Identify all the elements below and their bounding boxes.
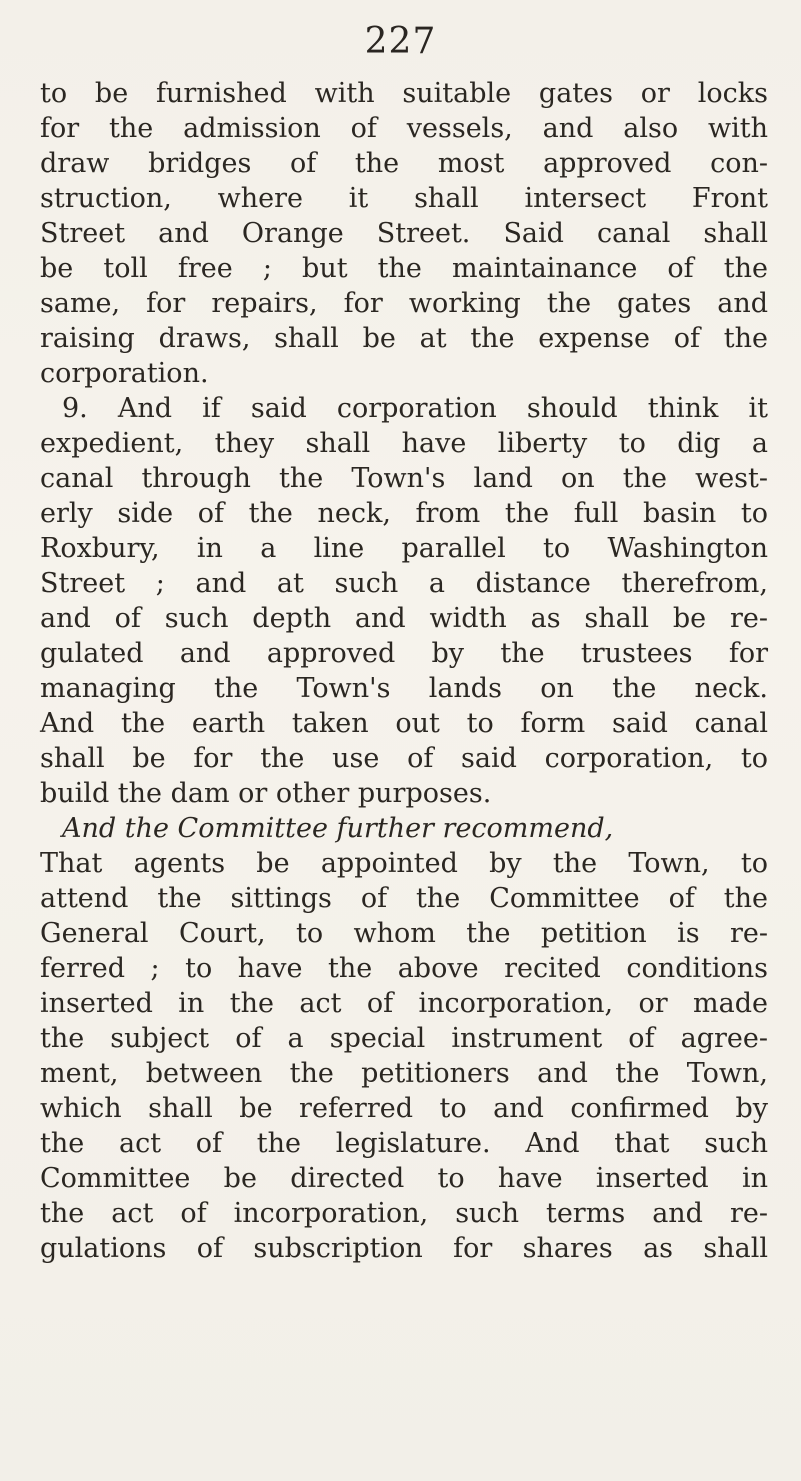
text-line: for the admission of vessels, and also with <box>40 113 768 144</box>
text-line: ment, between the petitioners and the Town, <box>40 1058 768 1089</box>
text-line: struction, where it shall intersect Front <box>40 183 768 214</box>
text-line: Street ; and at such a distance therefrom, <box>40 568 768 599</box>
committee-heading: And the Committee further recommend, <box>62 813 614 844</box>
text-line: Street and Orange Street. Said canal shall <box>40 218 768 249</box>
text-line: and of such depth and width as shall be re- <box>40 603 768 634</box>
text-line: gulated and approved by the trustees for <box>40 638 768 669</box>
text-line: Roxbury, in a line parallel to Washington <box>40 533 768 564</box>
text-line: managing the Town's lands on the neck. <box>40 673 768 704</box>
text-line: inserted in the act of incorporation, or made <box>40 988 768 1019</box>
text-line: draw bridges of the most approved con- <box>40 148 768 179</box>
text-line: build the dam or other purposes. <box>40 778 492 809</box>
text-line: That agents be appointed by the Town, to <box>40 848 768 879</box>
text-line: ferred ; to have the above recited conditions <box>40 953 768 984</box>
text-line: erly side of the neck, from the full basin to <box>40 498 768 529</box>
section-9-line: 9. And if said corporation should think it <box>62 393 768 424</box>
text-line: the subject of a special instrument of agree- <box>40 1023 768 1054</box>
text-line: raising draws, shall be at the expense of the <box>40 323 768 354</box>
text-line: be toll free ; but the maintainance of the <box>40 253 768 284</box>
text-line: And the earth taken out to form said canal <box>40 708 768 739</box>
body-text <box>40 76 768 1266</box>
text-line: gulations of subscription for shares as shall <box>40 1233 768 1264</box>
text-line: attend the sittings of the Committee of the <box>40 883 768 914</box>
page-number: 227 <box>364 21 437 62</box>
text-line: the act of the legislature. And that such <box>40 1128 768 1159</box>
text-line: expedient, they shall have liberty to dig a <box>40 428 768 459</box>
text-line: which shall be referred to and confirmed by <box>40 1093 768 1124</box>
text-line: shall be for the use of said corporation, to <box>40 743 768 774</box>
text-line: Committee be directed to have inserted in <box>40 1163 768 1194</box>
text-line: same, for repairs, for working the gates and <box>40 288 768 319</box>
text-line: General Court, to whom the petition is re- <box>40 918 768 949</box>
text-line: corporation. <box>40 358 209 389</box>
text-line: the act of incorporation, such terms and re- <box>40 1198 768 1229</box>
text-line: to be furnished with suitable gates or locks <box>40 78 768 109</box>
text-line: canal through the Town's land on the west- <box>40 463 768 494</box>
